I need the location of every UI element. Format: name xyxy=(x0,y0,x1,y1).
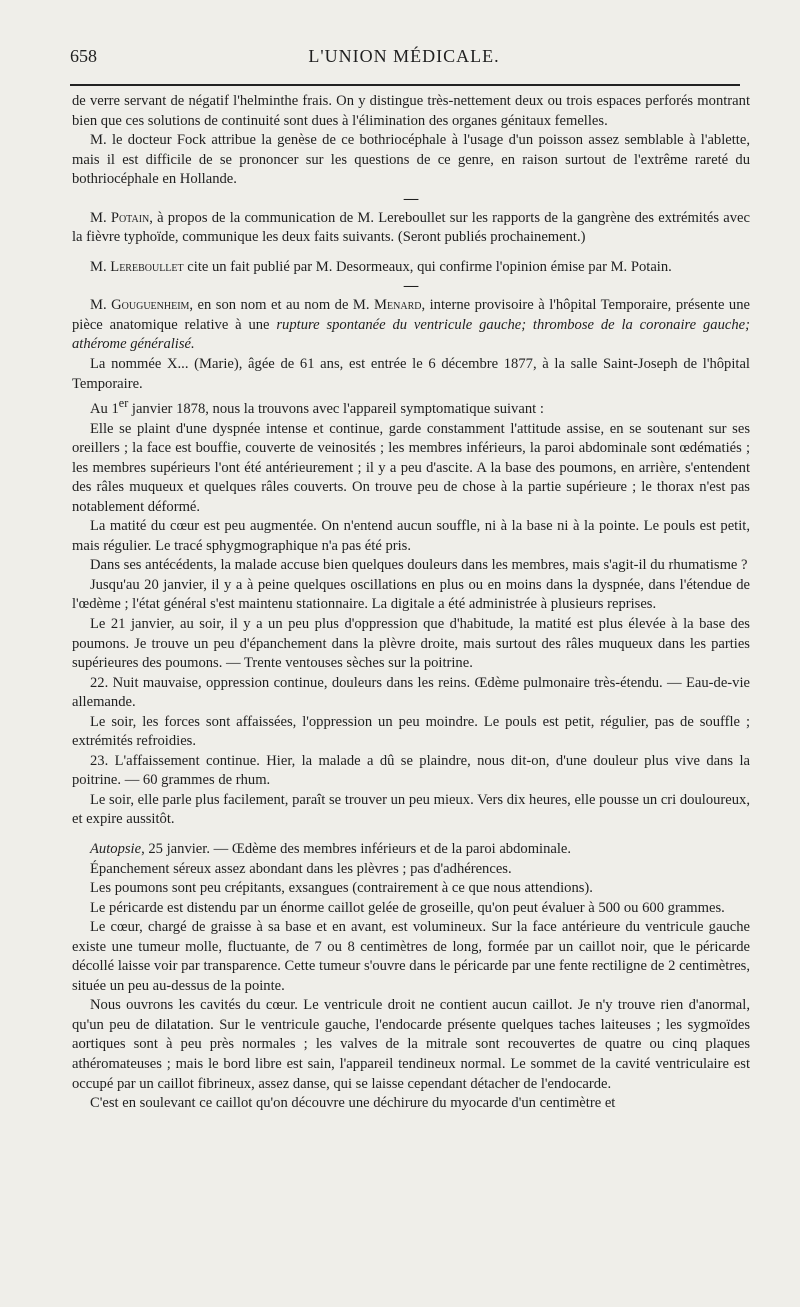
section-separator: — xyxy=(403,190,419,207)
section-label: Autopsie xyxy=(90,841,142,857)
paragraph: 22. Nuit mauvaise, oppression continue, douleurs dans les reins. Œdème pulmonaire très-étendu. — Eau-de-vie allemande. xyxy=(72,674,750,711)
paragraph: M. Lereboullet cite un fait publié par M. Desormeaux, qui confirme l'opinion émise par M. Potain. xyxy=(90,258,672,275)
paragraph: Elle se plaint d'une dyspnée intense et continue, garde constamment l'attitude assise, en se soutenant sur ses oreillers ; la face est bouffie, couverte de veinosités ; les membres inférieurs, la paroi abdominale sont œdématiés ; les membres supérieurs l'ont été antérieurement ; il y a peu d'ascite. A la base des poumons, en arrière, s'entendent des râles muqueux et quelques râles couverts. On trouve peu de chose à la partie supérieure ; le thorax n'est pas notablement déformé. xyxy=(72,420,750,515)
paragraph: Épanchement séreux assez abondant dans les plèvres ; pas d'adhérences. xyxy=(90,860,512,877)
paragraph: Autopsie, 25 janvier. — Œdème des membres inférieurs et de la paroi abdominale. xyxy=(90,841,572,857)
page-header xyxy=(70,46,738,72)
speaker-name: Gouguenheim xyxy=(111,297,190,314)
section-separator: — xyxy=(403,278,419,295)
header-rule xyxy=(70,84,740,86)
paragraph: M. le docteur Fock attribue la genèse de ce bothriocéphale à l'usage d'un poisson assez semblable à l'ablette, mais il est difficile de se prononcer sur les questions de ce genre, en raison surtout de l'extrême rareté du bothriocéphale en Hollande. xyxy=(72,132,750,188)
paragraph: Le soir, les forces sont affaissées, l'oppression un peu moindre. Le pouls est petit, régulier, pas de souffle ; extrémités refroidies. xyxy=(72,713,750,750)
paragraph: Nous ouvrons les cavités du cœur. Le ventricule droit ne contient aucun caillot. Je n'y trouve rien d'anormal, qu'un peu de dilatation. Sur le ventricule gauche, l'endocarde présente quelques taches laiteuses ; les sygmoïdes aortiques sont à peu près normales ; les valves de la mitrale sont recouvertes de quatre ou cinq plaques athéromateuses ; mais le bord libre est sain, l'appareil tendineux normal. Le sommet de la cavité ventriculaire est occupé par un caillot fibrineux, assez danse, qui se laisse cependant détacher de l'endocarde. xyxy=(72,997,750,1092)
case-title: rupture spontanée du ventricule gauche; thrombose de la coronaire gauche; athérome généralisé. xyxy=(72,316,750,353)
speaker-name: Lereboullet xyxy=(110,258,184,275)
speaker-name: Potain xyxy=(110,209,150,226)
paragraph: Dans ses antécédents, la malade accuse bien quelques douleurs dans les membres, mais s'agit-il du rhumatisme ? xyxy=(90,557,748,574)
paragraph: Le péricarde est distendu par un énorme caillot gelée de groseille, qu'on peut évaluer à 500 ou 600 grammes. xyxy=(90,899,725,916)
paragraph: Le soir, elle parle plus facilement, paraît se trouver un peu mieux. Vers dix heures, elle pousse un cri douloureux, et expire aussitôt. xyxy=(72,791,750,828)
paragraph: La matité du cœur est peu augmentée. On n'entend aucun souffle, ni à la base ni à la pointe. Le pouls est petit, mais régulier. Le tracé sphygmographique n'a pas été pris. xyxy=(72,518,750,554)
article-body xyxy=(72,92,750,1114)
paragraph: La nommée X... (Marie), âgée de 61 ans, est entrée le 6 décembre 1877, à la salle Saint-Joseph de l'hôpital Temporaire. xyxy=(72,356,750,392)
paragraph: M. Potain, à propos de la communication de M. Lereboullet sur les rapports de la gangrène des extrémités avec la fièvre typhoïde, communique les deux faits suivants. (Seront publiés prochainement.) xyxy=(72,209,751,246)
paragraph: de verre servant de négatif l'helminthe frais. On y distingue très-nettement deux ou trois espaces perforés montrant bien que ces solutions de continuité sont dues à l'élimination des organes génitaux femelles. xyxy=(72,93,750,129)
paragraph: 23. L'affaissement continue. Hier, la malade a dû se plaindre, nous dit-on, d'une douleur plus vive dans la poitrine. — 60 grammes de rhum. xyxy=(72,752,750,789)
speaker-name: Menard xyxy=(374,297,422,314)
paragraph: Au 1er janvier 1878, nous la trouvons avec l'appareil symptomatique suivant : xyxy=(90,396,544,417)
paragraph: C'est en soulevant ce caillot qu'on découvre une déchirure du myocarde d'un centimètre et xyxy=(90,1095,616,1112)
running-title: L'UNION MÉDICALE. xyxy=(308,46,500,66)
paragraph: Jusqu'au 20 janvier, il y a à peine quelques oscillations en plus ou en moins dans la dyspnée, dans l'étendue de l'œdème ; l'état général s'est maintenu stationnaire. La digitale a été administrée à plusieurs reprises. xyxy=(72,576,750,613)
paragraph: M. Gouguenheim, en son nom et au nom de M. Menard, interne provisoire à l'hôpital Temporaire, présente une pièce anatomique relative à une rupture spontanée du ventricule gauche; thrombose de la coronaire gauche; athérome généralisé. xyxy=(72,297,750,353)
paragraph: Le 21 janvier, au soir, il y a un peu plus d'oppression que d'habitude, la matité est plus élevée à la base des poumons. Je trouve un peu d'épanchement dans la plèvre droite, mais surtout des râles muqueux dans les parties supérieures des poumons. — Trente ventouses sèches sur la poitrine. xyxy=(72,615,750,672)
paragraph: Le cœur, chargé de graisse à sa base et en avant, est volumineux. Sur la face antérieure du ventricule gauche existe une tumeur molle, fluctuante, de 7 ou 8 centimètres de long, formée par un caillot noir, que le péricarde décollé laisse voir par transparence. Cette tumeur s'ouvre dans le péricarde par une fente rectiligne de 2 centimètres, située un peu au-dessus de la pointe. xyxy=(72,919,750,994)
paragraph: Les poumons sont peu crépitants, exsangues (contrairement à ce que nous attendions). xyxy=(90,880,593,897)
page-number: 658 xyxy=(70,46,97,66)
